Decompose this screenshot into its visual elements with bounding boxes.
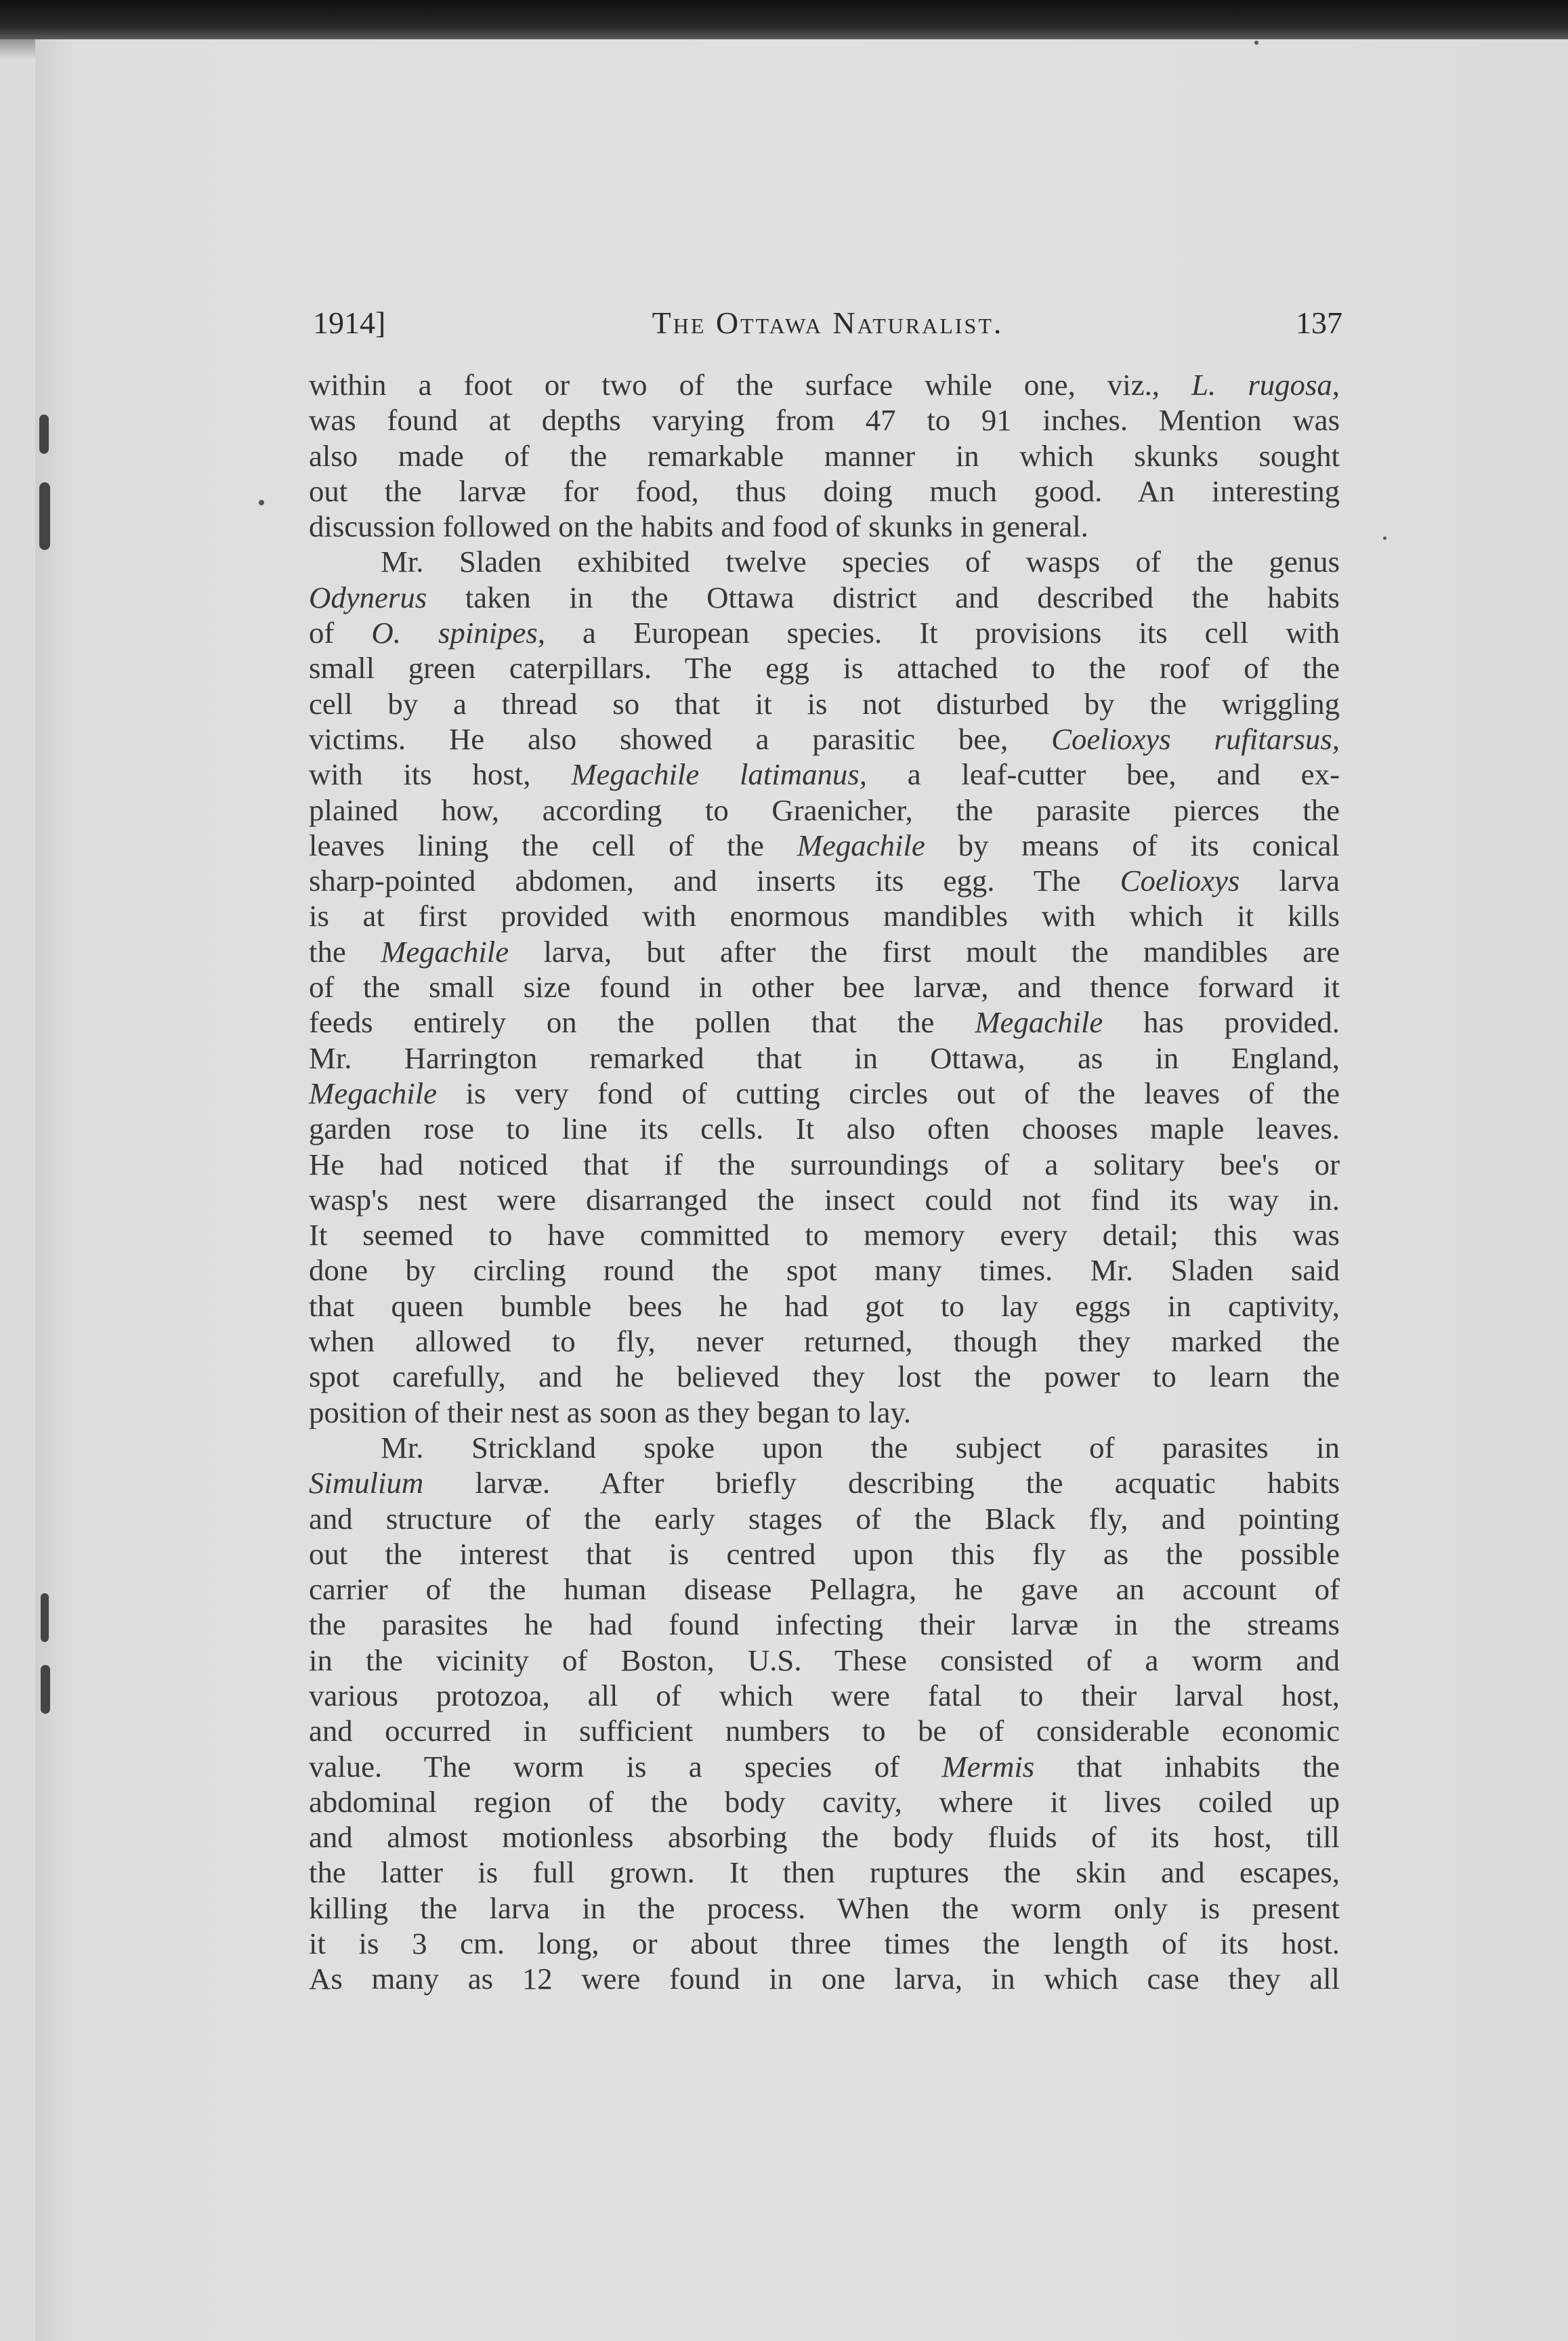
italic-species-name: Megachile: [381, 934, 509, 969]
text-run: carrier of the human disease Pellagra, he gave an account of: [309, 1572, 1340, 1607]
text-line: [309, 1005, 1340, 1040]
text-line: [309, 615, 1340, 650]
italic-species-name: Simulium: [309, 1466, 424, 1500]
text-run: within a foot or two of the surface while one, viz.,: [309, 368, 1192, 402]
text-line: [309, 1324, 1340, 1359]
text-line: [309, 1501, 1340, 1536]
text-line: [309, 1713, 1340, 1748]
text-line: [309, 934, 1340, 969]
text-run: larva, but after the first moult the mandibles are: [509, 934, 1340, 969]
text-run: that queen bumble bees he had got to lay eggs in captivity,: [309, 1288, 1340, 1323]
text-run: abdominal region of the body cavity, where it lives coiled up: [309, 1784, 1340, 1819]
text-run: the latter is full grown. It then ruptures the skin and escapes,: [309, 1855, 1340, 1890]
text-line: [309, 1643, 1340, 1678]
text-line: [309, 1749, 1340, 1784]
text-run: by means of its conical: [925, 828, 1340, 862]
text-run: of: [309, 616, 372, 650]
text-line: [309, 1607, 1340, 1642]
page-speck: [259, 500, 264, 505]
text-line: [309, 686, 1340, 721]
binding-mark-1: [39, 415, 49, 454]
italic-species-name: Megachile: [797, 828, 925, 862]
text-run: larva: [1239, 864, 1340, 898]
article-body: [309, 367, 1340, 1997]
text-line: [309, 863, 1340, 898]
text-run: also made of the remarkable manner in which skunks sought: [309, 438, 1340, 473]
text-line: [309, 1359, 1340, 1394]
text-run: and occurred in sufficient numbers to be of considerable economic: [309, 1714, 1340, 1748]
text-line: [309, 898, 1340, 933]
text-line: [309, 1147, 1340, 1182]
text-line: [309, 721, 1340, 757]
text-run: the: [309, 934, 381, 969]
text-line: [309, 1926, 1340, 1961]
text-line: [309, 1819, 1340, 1855]
text-line: [309, 1678, 1340, 1713]
header-year: 1914]: [313, 305, 386, 340]
text-run: and structure of the early stages of the Black fly, and pointing: [309, 1501, 1340, 1536]
text-line: [309, 1784, 1340, 1819]
italic-species-name: Mermis: [941, 1749, 1035, 1784]
page-number: 137: [1296, 305, 1342, 340]
text-run: of the small size found in other bee larvæ, and thence forward it: [309, 970, 1340, 1005]
text-run: with its host,: [309, 757, 572, 792]
text-run: the parasites he had found infecting their larvæ in the streams: [309, 1607, 1340, 1642]
text-run: leaves lining the cell of the: [309, 828, 797, 862]
text-run: done by circling round the spot many times. Mr. Sladen said: [309, 1253, 1340, 1288]
binding-mark-2: [39, 482, 50, 550]
italic-species-name: Megachile: [975, 1005, 1103, 1040]
text-run: value. The worm is a species of: [309, 1749, 942, 1784]
binding-mark-4: [41, 1665, 50, 1714]
binding-mark-3: [41, 1593, 49, 1642]
italic-species-name: Megachile latimanus,: [571, 757, 867, 792]
text-line: [309, 793, 1340, 828]
text-run: plained how, according to Graenicher, the parasite pierces the: [309, 793, 1340, 827]
text-line: [309, 509, 1340, 544]
text-run: larvæ. After briefly describing the acquatic habits: [423, 1466, 1340, 1500]
italic-species-name: Coelioxys: [1120, 864, 1240, 898]
text-line: [309, 1111, 1340, 1146]
italic-species-name: Odynerus: [309, 580, 427, 614]
text-run: a European species. It provisions its cell with: [545, 616, 1340, 650]
text-run: sharp-pointed abdomen, and inserts its egg. The: [309, 864, 1120, 898]
text-line: [309, 438, 1340, 473]
text-run: Mr. Sladen exhibited twelve species of wasps of the genus: [381, 545, 1340, 579]
text-run: As many as 12 were found in one larva, in which case they all: [309, 1962, 1340, 1996]
text-line: [309, 1217, 1340, 1252]
text-run: is at first provided with enormous mandibles with which it kills: [309, 899, 1340, 933]
text-line: [309, 1040, 1340, 1076]
text-line: [309, 367, 1340, 402]
text-line: [309, 544, 1340, 579]
scanner-top-edge: [0, 0, 1568, 39]
text-line: [309, 580, 1340, 615]
text-run: cell by a thread so that it is not disturbed by the wriggling: [309, 686, 1340, 721]
text-run: discussion followed on the habits and food of skunks in general.: [309, 509, 1088, 544]
text-run: feeds entirely on the pollen that the: [309, 1005, 975, 1040]
text-line: [309, 969, 1340, 1005]
text-run: a leaf-cutter bee, and ex-: [866, 757, 1340, 792]
text-line: [309, 1430, 1340, 1465]
text-run: position of their nest as soon as they began to lay.: [309, 1395, 912, 1429]
text-run: is very fond of cutting circles out of the leaves of the: [437, 1076, 1340, 1110]
text-run: victims. He also showed a parasitic bee,: [309, 721, 1052, 756]
text-run: was found at depths varying from 47 to 91 inches. Mention was: [309, 403, 1340, 438]
text-run: when allowed to fly, never returned, though they marked the: [309, 1324, 1340, 1359]
running-header: [313, 301, 1342, 348]
text-run: He had noticed that if the surroundings of a solitary bee's or: [309, 1147, 1340, 1181]
page-speck: [1383, 536, 1386, 540]
text-line: [309, 1536, 1340, 1572]
text-line: [309, 1395, 1340, 1430]
text-run: spot carefully, and he believed they lost the power to learn the: [309, 1359, 1340, 1394]
italic-species-name: L. rugosa,: [1191, 368, 1340, 402]
page-speck: [1254, 41, 1258, 45]
text-run: has provided.: [1103, 1005, 1340, 1040]
text-run: out the interest that is centred upon this fly as the possible: [309, 1536, 1340, 1571]
text-run: and almost motionless absorbing the body fluids of its host, till: [309, 1820, 1340, 1855]
text-line: [309, 1891, 1340, 1926]
text-line: [309, 650, 1340, 686]
text-line: [309, 402, 1340, 438]
text-run: killing the larva in the process. When the worm only is present: [309, 1891, 1340, 1925]
text-run: Mr. Harrington remarked that in Ottawa, as in England,: [309, 1040, 1340, 1075]
italic-species-name: O. spinipes,: [371, 616, 545, 650]
text-run: that inhabits the: [1034, 1749, 1340, 1784]
text-line: [309, 1182, 1340, 1217]
text-run: taken in the Ottawa district and described the habits: [427, 580, 1340, 614]
text-line: [309, 1855, 1340, 1890]
text-run: small green caterpillars. The egg is attached to the roof of the: [309, 651, 1340, 686]
text-line: [309, 473, 1340, 509]
text-run: It seemed to have committed to memory every detail; this was: [309, 1218, 1340, 1252]
text-line: [309, 828, 1340, 863]
text-line: [309, 1076, 1340, 1111]
text-run: out the larvæ for food, thus doing much good. An interesting: [309, 473, 1340, 508]
italic-species-name: Megachile: [309, 1076, 438, 1110]
text-line: [309, 1465, 1340, 1500]
text-run: in the vicinity of Boston, U.S. These consisted of a worm and: [309, 1643, 1340, 1677]
text-run: it is 3 cm. long, or about three times the length of its host.: [309, 1926, 1340, 1961]
text-line: [309, 1252, 1340, 1288]
text-line: [309, 757, 1340, 792]
text-run: Mr. Strickland spoke upon the subject of parasites in: [381, 1430, 1340, 1464]
text-run: various protozoa, all of which were fatal to their larval host,: [309, 1678, 1340, 1712]
text-line: [309, 1961, 1340, 1996]
text-line: [309, 1572, 1340, 1607]
italic-species-name: Coelioxys rufitarsus,: [1051, 721, 1340, 756]
text-run: wasp's nest were disarranged the insect could not find its way in.: [309, 1182, 1340, 1217]
text-line: [309, 1288, 1340, 1324]
text-run: garden rose to line its cells. It also often chooses maple leaves.: [309, 1112, 1340, 1146]
journal-title: The Ottawa Naturalist.: [652, 305, 1004, 340]
